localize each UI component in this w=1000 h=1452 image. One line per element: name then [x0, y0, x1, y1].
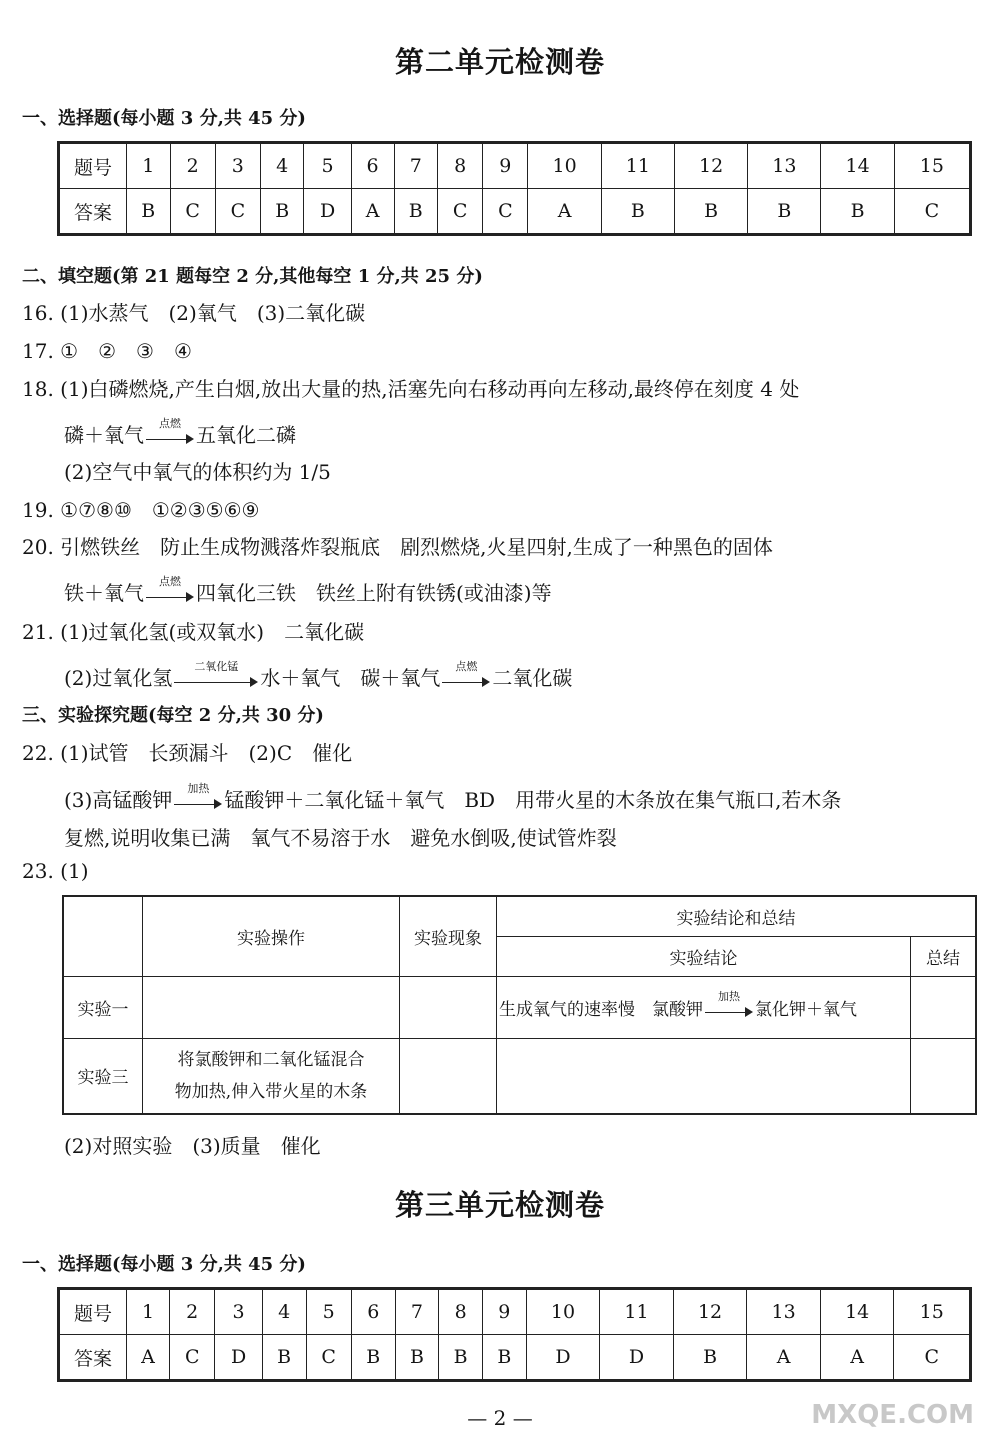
empty-cell: [911, 1038, 977, 1114]
answer-cell: B: [439, 1335, 483, 1381]
answer-cell: A: [528, 189, 601, 235]
question-number: 14: [821, 143, 894, 189]
unit2-answer-table: [57, 141, 972, 236]
question-number: 10: [528, 143, 601, 189]
equation-left: (3)高锰酸钾: [64, 788, 173, 812]
header-summary: 总结: [911, 936, 977, 976]
answer-cell: A: [127, 1335, 170, 1381]
q22-part1: 22. (1)试管 长颈漏斗 (2)C 催化: [22, 741, 353, 765]
question-number: 3: [215, 143, 260, 189]
equation-right: 锰酸钾＋二氧化锰＋氧气 BD 用带火星的木条放在集气瓶口,若木条: [224, 788, 842, 812]
row-label: 题号: [59, 143, 127, 189]
question-number: 12: [674, 143, 747, 189]
row-label: 题号: [59, 1289, 127, 1335]
question-number: 2: [170, 1289, 215, 1335]
table-row-numbers: [59, 143, 971, 189]
table-row-numbers: [59, 1289, 971, 1335]
question-number: 4: [262, 1289, 306, 1335]
question-number: 14: [820, 1289, 894, 1335]
header-operation: 实验操作: [143, 896, 400, 976]
reaction-arrow-icon: 加热: [174, 794, 222, 810]
watermark-logo: MXQE.COM: [811, 1400, 974, 1430]
answer-cell: A: [351, 189, 394, 235]
table-row: [63, 896, 976, 936]
answer-cell: A: [820, 1335, 894, 1381]
page-number: — 2 —: [467, 1406, 533, 1430]
reaction-arrow-icon: 点燃: [146, 429, 194, 445]
equation-left: (2)过氧化氢: [64, 666, 173, 690]
empty-cell: [400, 1038, 497, 1114]
question-number: 2: [170, 143, 215, 189]
question-number: 9: [483, 143, 528, 189]
empty-cell: [143, 976, 400, 1038]
q20-part1: 20. 引燃铁丝 防止生成物溅落炸裂瓶底 剧烈燃烧,火星四射,生成了一种黑色的固体: [22, 535, 773, 559]
answer-cell: B: [673, 1335, 747, 1381]
answer-cell: B: [748, 189, 821, 235]
unit2-title: 第二单元检测卷: [394, 45, 605, 79]
question-number: 1: [127, 1289, 170, 1335]
unit3-section-choice: 一、选择题(每小题 3 分,共 45 分): [22, 1254, 306, 1275]
equation-left: 铁＋氧气: [64, 581, 144, 605]
question-number: 3: [215, 1289, 262, 1335]
q19: 19. ①⑦⑧⑩ ①②③⑤⑥⑨: [22, 498, 260, 522]
header-conclusion-summary: 实验结论和总结: [497, 896, 977, 936]
equation-right: 五氧化二磷: [196, 423, 296, 447]
empty-cell: [400, 976, 497, 1038]
q22-equation: [64, 781, 842, 813]
question-number: 15: [894, 1289, 971, 1335]
answer-cell: C: [438, 189, 483, 235]
question-number: 6: [351, 143, 394, 189]
answer-cell: B: [601, 189, 674, 235]
header-phenomenon: 实验现象: [400, 896, 497, 976]
question-number: 13: [747, 1289, 821, 1335]
unit2-section-choice: 一、选择题(每小题 3 分,共 45 分): [22, 108, 306, 129]
experiment-table: [62, 895, 977, 1115]
question-number: 5: [304, 143, 351, 189]
answer-cell: A: [747, 1335, 821, 1381]
answer-cell: C: [215, 189, 260, 235]
q18-part1: 18. (1)白磷燃烧,产生白烟,放出大量的热,活塞先向右移动再向左移动,最终停在刻度 4 处: [22, 377, 800, 401]
question-number: 8: [439, 1289, 483, 1335]
question-number: 13: [748, 143, 821, 189]
answer-cell: B: [262, 1335, 306, 1381]
answer-cell: C: [894, 1335, 971, 1381]
answer-cell: B: [127, 189, 171, 235]
question-number: 8: [438, 143, 483, 189]
table-row-answers: [59, 189, 971, 235]
question-number: 10: [526, 1289, 600, 1335]
answer-cell: B: [395, 1335, 439, 1381]
q22-part3: 复燃,说明收集已满 氧气不易溶于水 避免水倒吸,使试管炸裂: [64, 826, 617, 850]
unit3-answer-table: [57, 1287, 972, 1382]
exp1-conclusion: 生成氧气的速率慢 氯酸钾 加热 氯化钾＋氧气: [497, 976, 911, 1038]
answer-cell: D: [600, 1335, 674, 1381]
header-blank: [63, 896, 143, 976]
unit2-section-fill: 二、填空题(第 21 题每空 2 分,其他每空 1 分,共 25 分): [22, 266, 483, 287]
q16: 16. (1)水蒸气 (2)氧气 (3)二氧化碳: [22, 301, 366, 325]
header-conclusion: 实验结论: [497, 936, 911, 976]
answer-cell: C: [483, 189, 528, 235]
row-label: 答案: [59, 189, 127, 235]
answer-cell: C: [170, 189, 215, 235]
answer-cell: B: [674, 189, 747, 235]
q23-part2: (2)对照实验 (3)质量 催化: [64, 1134, 321, 1158]
q23-label: 23. (1): [22, 859, 89, 883]
question-number: 12: [673, 1289, 747, 1335]
answer-cell: B: [260, 189, 304, 235]
answer-cell: D: [215, 1335, 262, 1381]
q17: 17. ① ② ③ ④: [22, 339, 192, 363]
q21-part1: 21. (1)过氧化氢(或双氧水) 二氧化碳: [22, 620, 365, 644]
question-number: 5: [306, 1289, 351, 1335]
answer-cell: C: [894, 189, 970, 235]
answer-cell: D: [304, 189, 351, 235]
answer-cell: B: [483, 1335, 527, 1381]
reaction-arrow-icon: 点燃: [146, 587, 194, 603]
row-label-exp1: 实验一: [63, 976, 143, 1038]
row-label-exp3: 实验三: [63, 1038, 143, 1114]
equation-right: 二氧化碳: [492, 666, 573, 690]
equation-right: 四氧化三铁 铁丝上附有铁锈(或油漆)等: [196, 581, 552, 605]
question-number: 11: [601, 143, 674, 189]
answer-cell: C: [306, 1335, 351, 1381]
reaction-arrow-icon: 加热: [705, 1002, 753, 1018]
question-number: 4: [260, 143, 304, 189]
empty-cell: [911, 976, 977, 1038]
question-number: 7: [394, 143, 438, 189]
answer-cell: B: [351, 1335, 395, 1381]
reaction-arrow-icon: 二氧化锰: [174, 672, 258, 688]
row-label: 答案: [59, 1335, 127, 1381]
equation-left: 磷＋氧气: [64, 423, 144, 447]
equation-middle: 水＋氧气 碳＋氧气: [260, 666, 441, 690]
table-row: [63, 1038, 976, 1114]
q20-equation: [64, 574, 552, 606]
unit2-section-experiment: 三、实验探究题(每空 2 分,共 30 分): [22, 705, 324, 726]
unit3-title: 第三单元检测卷: [394, 1188, 605, 1222]
exp3-operation: 将氯酸钾和二氧化锰混合 物加热,伸入带火星的木条: [143, 1038, 400, 1114]
empty-cell: [497, 1038, 911, 1114]
answer-cell: D: [526, 1335, 600, 1381]
q21-equation: [64, 659, 573, 691]
q18-equation: [64, 416, 296, 448]
question-number: 11: [600, 1289, 674, 1335]
question-number: 15: [894, 143, 970, 189]
reaction-arrow-icon: 点燃: [442, 672, 490, 688]
question-number: 6: [351, 1289, 395, 1335]
table-row-answers: [59, 1335, 971, 1381]
answer-cell: B: [394, 189, 438, 235]
answer-cell: B: [821, 189, 894, 235]
q18-part2: (2)空气中氧气的体积约为 1/5: [64, 460, 331, 484]
question-number: 7: [395, 1289, 439, 1335]
question-number: 9: [483, 1289, 527, 1335]
table-row: [63, 976, 976, 1038]
question-number: 1: [127, 143, 171, 189]
answer-cell: C: [170, 1335, 215, 1381]
